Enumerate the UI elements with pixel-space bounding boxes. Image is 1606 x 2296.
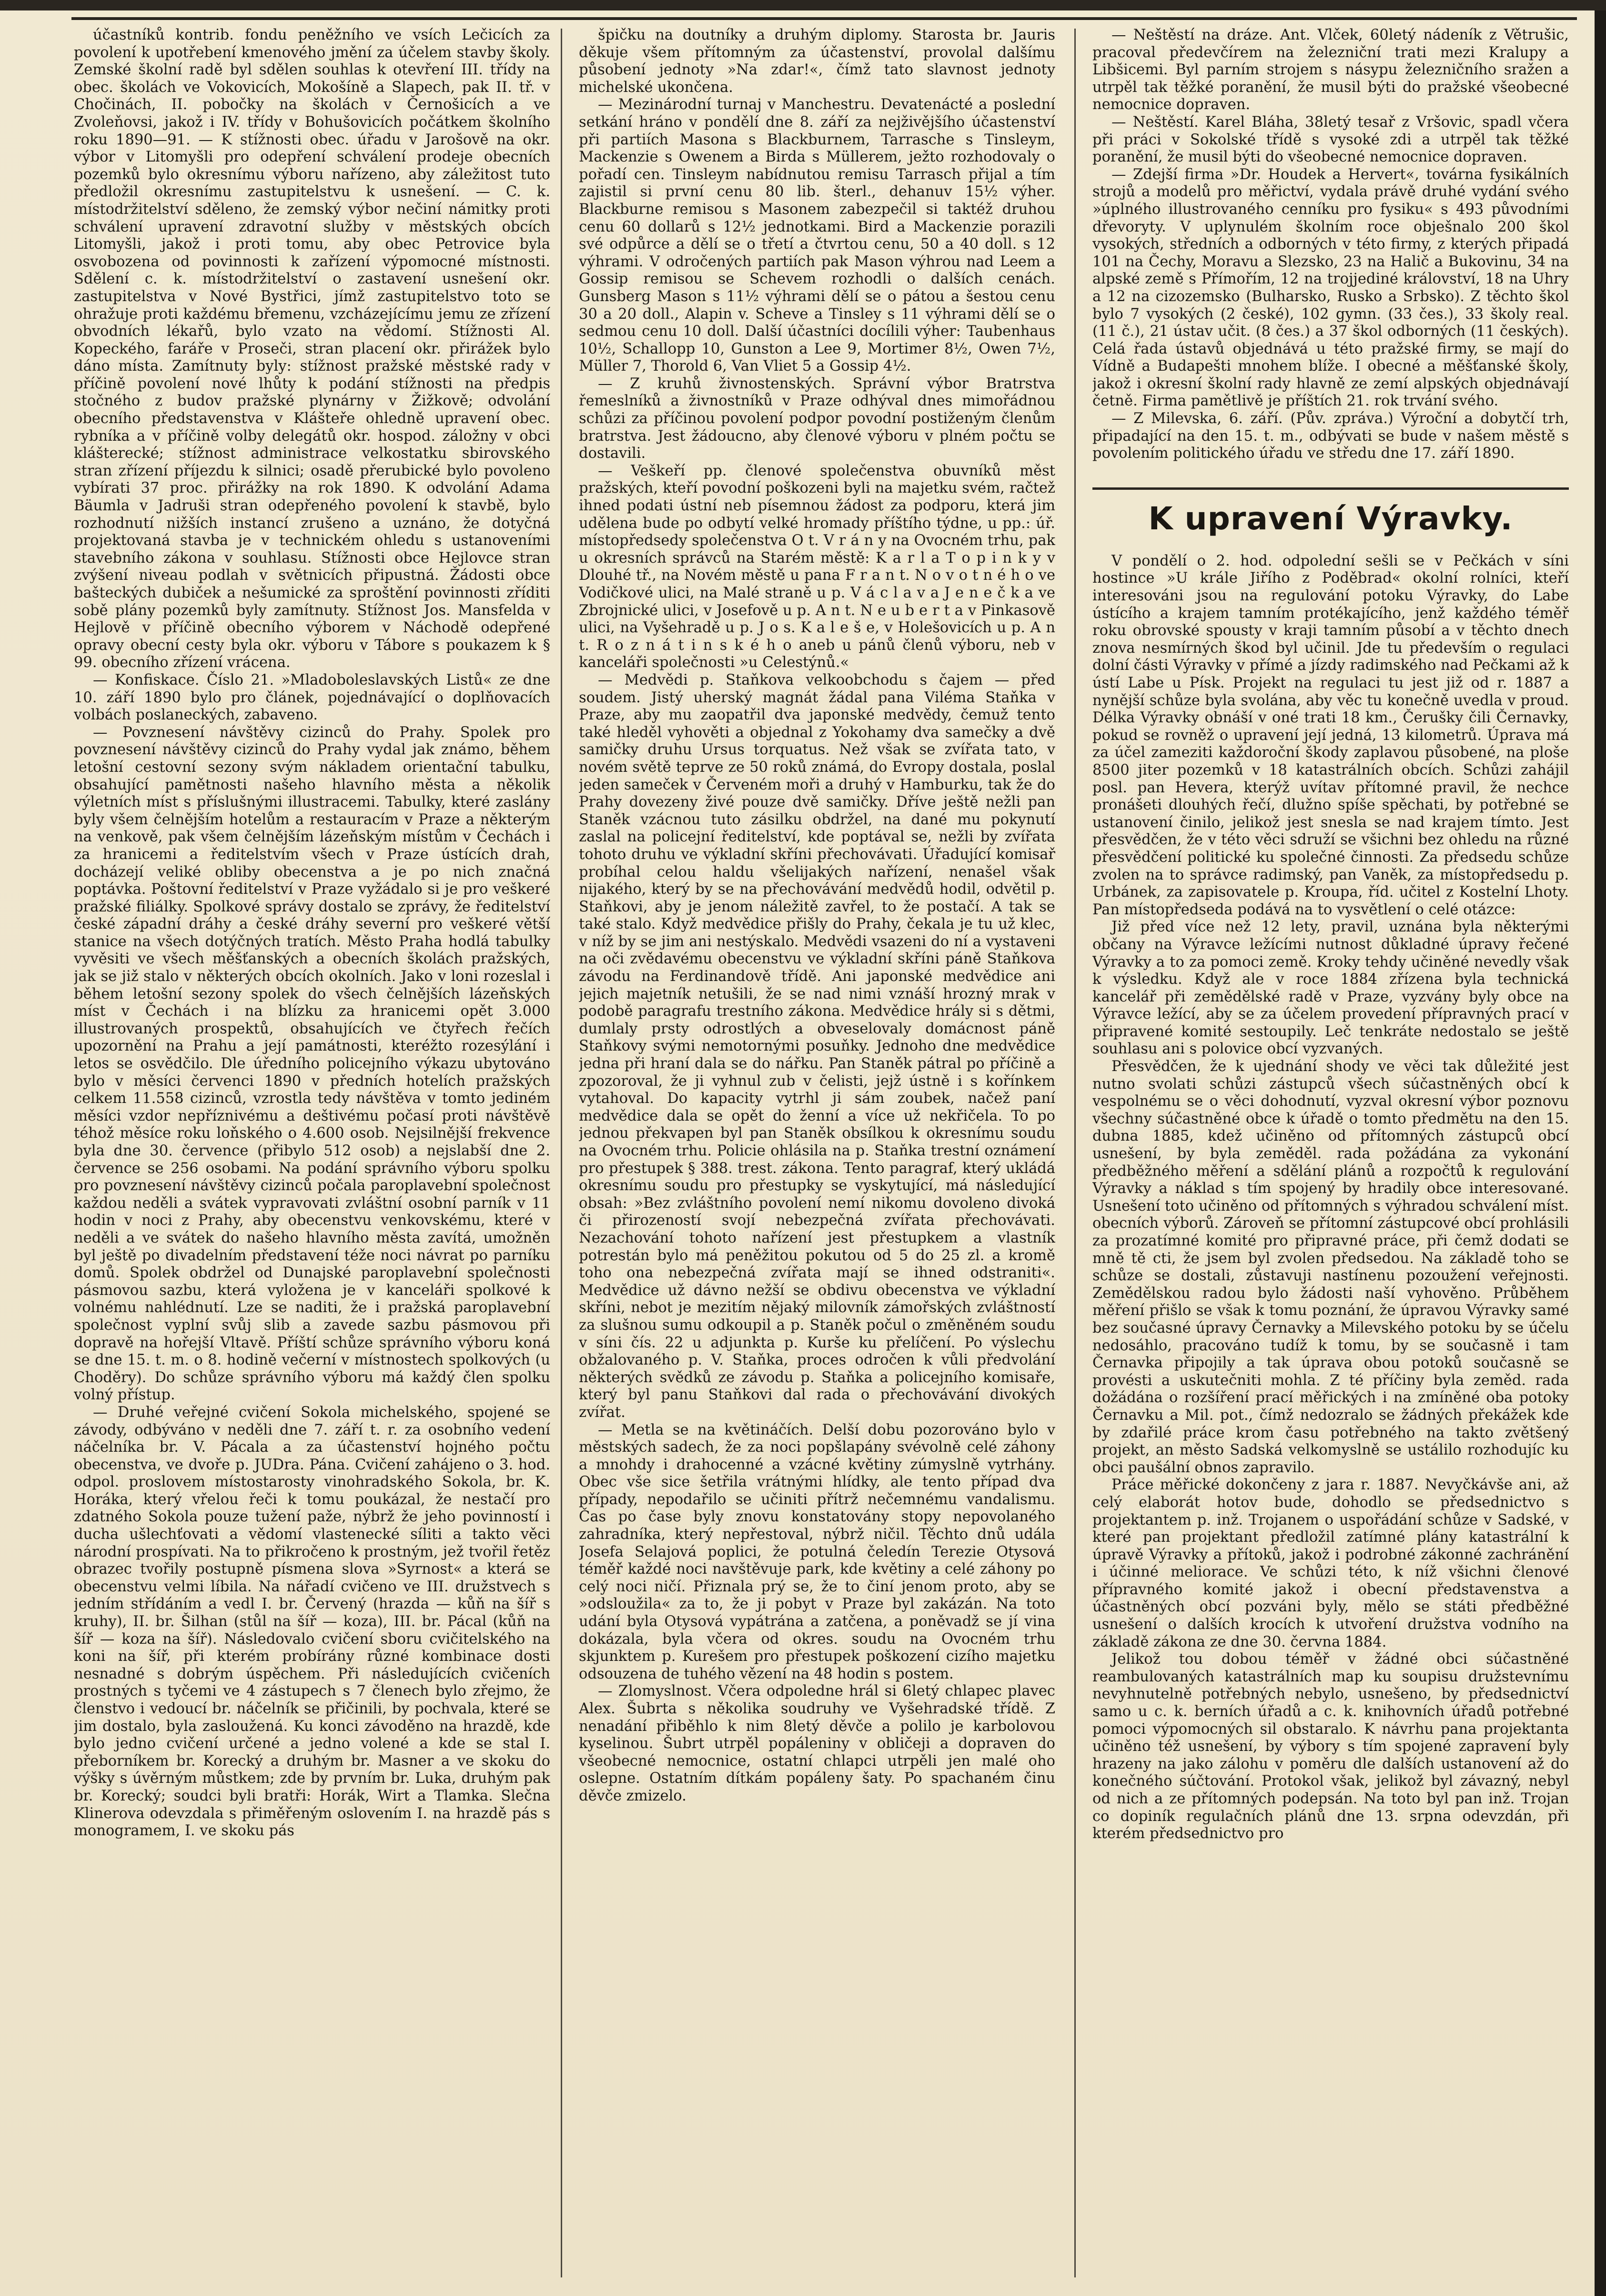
paragraph-firma: — Zdejší firma »Dr. Houdek a Hervert«, továrna fysikálních strojů a modelů pro měřictví, vydala právě druhé vydání svého »úplného illustrovaného cenníku pro fysiku« s 493 původními dřevoryty. V uplynulém školním roce obješnalo 200 škol vysokých, středních a odborných v této firmy, z kterých připadá 101 na Čechy, Moravu a Slezsko, 23 na Halič a Bukovinu, 34 na alpské země s Přímořím, 12 na trojjediné království, 18 na Uhry a 12 na cizozemsko (Bulharsko, Rusko a Srbsko). Z těchto škol bylo 7 vysokých (2 české), 102 gymn. (33 čes.), 33 školy real. (11 č.), 21 ústav učit. (8 čes.) a 37 škol odborných (11 českých). Celá řada ústavů objednává u této pražské firmy, se mají do Vídně a Budapešti mnohem blíže. I obecné a měšťanské školy, jakož i okresní školní rady hlavně ze zemí alpských objednávají četně. Firma pamětlivě je příštích 21. rok trvání svého. [1092,166,1569,410]
paragraph-nestesti: — Neštěstí. Karel Bláha, 38letý tesař z Vršovic, spadl včera při práci v Sokolské třídě s vysoké zdi a utrpěl tak těžké poranění, že musil býti do všeobecné nemocnice dopraven. [1092,113,1569,166]
paragraph-zivnostenske: — Z kruhů živnostenských. Správní výbor Bratrstva řemeslníků a živnostníků v Praze odhýval dnes mimořádnou schůzi za příčinou povolení podpor povodní postiženým členům bratrstva. Jest žádoucno, aby členové výboru v plném počtu se dostavili. [579,375,1055,462]
article-paragraph: Již před více než 12 lety, pravil, uznána byla některými občany na Výravce ležícími nutnost důkladné úpravy řečené Výravky a to za pomoci země. Kroky tehdy učiněné nevedly však k výsledku. Když ale v roce 1884 zřízena byla technická kancelář při zemědělské radě v Praze, vyzvány byly obce na Výravce ležící, aby se za účelem provedení přípravných prací v připravené komité sestoupily. Leč tenkráte nedostalo se ještě souhlasu ani s polovice obcí vyzvaných. [1092,919,1569,1058]
top-rule [71,17,1577,20]
paragraph-obuvnici: — Veškeří pp. členové společenstva obuvníků měst pražských, kteří povodní poškozeni byli na majetku svém, račtež ihned podati ústní neb písemnou žádost za podporu, která jim udělena bude po odbytí velké hromady příštího týdne, u pp.: úř. místopředsedy společenstva O t. V r á n y na Ovocném trhu, pak u okresních správců na Starém městě: K a r l a T o p i n k y v Dlouhé tř., na Novém městě u pana F r a n t. N o v o t n é h o ve Vodičkové ulici, na Malé straně u p. V á c l a v a J e n e č k a ve Zbrojnické ulici, v Josefově u p. A n t. N e u b e r t a v Pinkasově ulici, na Vyšehradě u p. J o s. K a l e š e, v Holešovicích u p. A n t. R o z n á t i n s k é h o aneb u pánů členů výboru, neb v kanceláři společnosti »u Celestýnů.« [579,462,1055,671]
article-headline: K upravení Výravky. [1092,487,1569,540]
top-dark-band [0,0,1606,10]
paragraph-konfiskace: — Konfiskace. Číslo 21. »Mladoboleslavských Listů« ze dne 10. září 1890 bylo pro článek, pojednávající o doplňovacích volbách poslaneckých, zabaveno. [74,671,550,724]
article-paragraph: V pondělí o 2. hod. odpolední sešli se v Pečkách v síni hostince »U krále Jiřího z Poděbrad« okolní rolníci, kteří interesováni jsou na regulování potoku Výravky, do Labe ústícího a krajem tamním protékajícího, jenž každého téměř roku obrovské spousty v kraji tamním působí a v těchto dnech znova nesmírných škod byl učinil. Jde tu především o regulaci dolní části Výravky v přímé a jízdy radimského nad Pečkami až k ústí Labe u Písk. Projekt na regulaci tu jest již od r. 1887 a nynější schůze byla svolána, aby věc tu konečně uvedla v proud. Délka Výravky obnáší v oné trati 18 km., Čerušky čili Černavky, pokud se rovněž o upravení její jedná, 13 kilometrů. Úprava má za účel zameziti každoroční škody zaplavou působené, na ploše 8500 jiter pozemků v 18 katastrálních obcích. Schůzi zahájil posl. pan Hevera, kterýž uvítav přítomné pravil, že nechce pronášeti dlouhých řečí, dlužno spíše spěchati, by potřebné se ustanovení činilo, jelikož jest snesla se nad krajem tímto. Jest přesvědčen, že v této věci sdruží se všichni bez ohledu na různé přesvědčení politické ku společné činnosti. Za předsedu schůze zvolen na to správce radimský, pan Vaněk, za místopředsedu p. Urbánek, za zapisovatele p. Kroupa, říd. učitel z Kostelní Lhoty. Pan místopředseda podává na to vysvětlení o celé otázce: [1092,552,1569,918]
paragraph-sokol: — Druhé veřejné cvičení Sokola michelského, spojené se závody, odbýváno v neděli dne 7. září t. r. za osobního vedení náčelníka br. V. Pácala a za účastenství hojného počtu obecenstva, ve dvoře p. JUDra. Pána. Cvičení zahájeno o 3. hod. odpol. proslovem místostarosty vinohradského Sokola, br. K. Horáka, který vřelou řeči k tomu poukázal, že nestačí pro zdatného Sokola pouze tužení paže, nýbrž že jeho povinností i ducha ušlechťovati a vědomí vlastenecké síliti a takto věci národní prospívati. Na to přikročeno k prostným, jež tvořil řetěz obrazec tvořily postupně písmena slova »Syrnost« a která se obecenstvu velmi líbila. Na nářadí cvičeno ve III. družstvech s jedním střídáním a vedl I. br. Červený (hrazda — kůň na šíř s kruhy), II. br. Šilhan (stůl na šíř — koza), III. br. Pácal (kůň na šíř — koza na šíř). Následovalo cvičení sboru cvičitelského na koni na šíř, při kterém probírány různé kombinace dosti nesnadné s dobrým úspěchem. Při následujících cvičeních prostných s tyčemi ve 4 zástupech s 7 členech bylo zřejmo, že členstvo i vedoucí br. náčelník se přičinili, by pochvala, které se jim dostalo, byla zasloužená. Ku konci závoděno na hrazdě, kde bylo jedno cvičení určené a jedno volené a kde se stal I. přeborníkem br. Korecký a druhým br. Masner a ve skoku do výšky s úvěrným můstkem; zde by prvním br. Luka, druhým pak br. Korecký; soudci byli bratři: Horák, Wirt a Tlamka. Slečna Klinerova odevzdala s přiměřeným oslovením I. na hrazdě pás s monogramem, I. ve skoku pás [74,1404,550,1840]
paragraph: špičku na doutníky a druhým diplomy. Starosta br. Jauris děkuje všem přítomným za účastenství, provolal dalšímu působení jednoty »Na zdar!«, čímž tato slavnost jednoty michelské ukončena. [579,27,1055,96]
paragraph-nestesti-draha: — Neštěstí na dráze. Ant. Vlček, 60letý nádeník z Větrušic, pracoval předevčírem na železniční trati mezi Kralupy a Libšicemi. Byl parním strojem s násypu železničního sražen a utrpěl tak těžké poranění, že musil býti do pražské všeobecné nemocnice dopraven. [1092,27,1569,113]
paragraph-povzneseni: — Povznesení návštěvy cizinců do Prahy. Spolek pro povznesení návštěvy cizinců do Prahy vydal jak známo, během letošní cestovní sezony svým nákladem orientační tabulku, obsahující pamětnosti našeho hlavního města a několik výletních míst s příslušnými illustracemi. Tabulky, které zaslány byly všem čelnějším hotelům a restauracím v Praze a některým na venkově, pak všem čelnějším lázeňským místům v Čechách i za hranicemi a ředitelstvím všech v Praze ústících drah, docházejí veliké obliby obecenstva a je po nich značná poptávka. Poštovní ředitelství v Praze vyžádalo si je pro veškeré pražské filiálky. Spolkové správy dostalo se zprávy, že ředitelství české západní dráhy a české dráhy severní pro veškeré větší stanice na všech dotýčných tratích. Město Praha hodlá tabulky vyvěsiti ve všech měšťanských a obecních školách pražských, jak se již stalo v některých obcích okolních. Jako v loni rozeslal i během letošní sezony spolek do všech čelnějších lázeňských míst v Čechách i na blízku za hranicemi opět 3.000 illustrovaných prospektů, obsahujících ve čtyřech řečích upozornění na Prahu a její památnosti, kteréžto rozesýlání i letos se osvědčilo. Dle úředního policejního výkazu ubytováno bylo v měsíci červenci 1890 v předních hotelích pražských celkem 11.558 cizinců, vzrostla tedy návštěva v tomto jediném měsíci vzdor nepříznivému a deštivému počasí proti návštěvě téhož měsíce roku loňského o 4.600 osob. Nejsilnější frekvence byla dne 30. července (přibylo 512 osob) a nejslabší dne 2. července se 256 osobami. Na podání správního výboru spolku pro povznesení návštěvy cizinců počala paroplavební společnost každou neděli a svátek vypravovati zvláštní osobní parník v 11 hodin v noci z Prahy, aby obecenstvu venkovskému, které v neděli a ve svátek do našeho hlavního města zavítá, umožněn byl ještě po divadelním představení téže noci návrat po parníku domů. Spolek obdržel od Dunajské paroplavební společnosti pásmovou sazbu, která vyložena je v kanceláři spolkové k volnému nahlédnutí. Lze se naditi, že i pražská paroplavební společnost vyplní svůj slib a zavede sazbu pásmovou při dopravě na hořejší Vltavě. Příští schůze správního výboru koná se dne 15. t. m. o 8. hodině večerní v místnostech spolkových (u Choděry). Do schůze správního výboru má každý člen spolku volný přístup. [74,724,550,1404]
paragraph-milevsko: — Z Milevska, 6. září. (Pův. zpráva.) Výroční a dobytčí trh, připadající na den 15. t. m., odbývati se bude v našem městě s povolením politického úřadu ve středu dne 17. září 1890. [1092,410,1569,462]
right-dark-edge [1595,10,1606,2296]
article-paragraph: Přesvědčen, že k ujednání shody ve věci tak důležité jest nutno svolati schůzi zástupců všech súčastněných obcí k vespolnému se o věci dohodnutí, vyzval okresní výbor poznovu všechny súčastněné obce k úřadě o tomto předmětu na den 15. dubna 1885, kdež učiněno od přítomných zástupců obcí usnešení, by byla zeměděl. rada požádána za vykonání předběžného měření a sdělání plánů a rozpočtů k regulování Výravky a náklad s tím spojený by hradily obce interesované. Usnešení toto učiněno od přítomných s výhradou schválení míst. obecních výborů. Zároveň se přítomní zástupcové obcí prohlásili za prozatímné komité pro připravné práce, při čemž dodati se mně tě cti, že jsem byl zvolen předsedou. Na základě toho se schůze se dostali, zůstavuji nastínenu pozoužení veřejnosti. Zemědělskou radou bylo žádosti naší vyhověno. Průběhem měření přišlo se však k tomu poznání, že úpravou Výravky samé bez současné úpravy Černavky a Milevského potoku by se účelu nedosáhlo, pracováno tudíž k tomu, by se současně i tam Černavka připojily a tak úprava obou potoků současně se provésti a uskutečniti mohla. Z té příčiny byla zeměd. rada dožádána o rozšíření prací měřických i na zmíněné oba potoky Černavku a Mil. pot., čímž nedozralo se žádných překážek kde by zdařilé práce krom času potřebného na takto zvětšený projekt, an město Sadská velkomyslně se ustálilo rozhodujíc ku obci paušální obnos zapravilo. [1092,1058,1569,1476]
article-paragraph: Jelikož tou dobou téměř v žádné obci súčastněné reambulovaných katastrálních map ku soupisu družstevnímu nevyhnutelně potřebných nebylo, usnešeno, by předsednictví samo u c. k. berních úřadů a c. k. knihovních úřadů potřebné pomoci výpomocných sil obstaralo. K návrhu pana projektanta učiněno též usnešení, by výbory s tím spojené zapravení byly hrazeny na jako zálohu v poměru dle dalších ustanovení až do konečného súčtování. Protokol však, jelikož byl závazný, nebyl od nich a ze přítomných podepsán. Na toto byl pan inž. Trojan co dopiník regulačních plánů dne 13. srpna odevzdán, při kterém předsednictvo pro [1092,1651,1569,1842]
column-2 [579,27,1055,2285]
column-3 [1092,27,1569,2285]
column-divider [1074,29,1076,2277]
column-divider [561,29,562,2277]
paragraph: účastníků kontrib. fondu peněžního ve vsích Lečicích za povolení k upotřebení kmenového jmění za účelem stavby školy. Zemské školní radě byl sdělen souhlas k otevření III. třídy na obec. školách ve Vokovicích, Mokošíně a Slapech, pak II. tř. v Chočinách, II. pobočky na školách v Černošicích a ve Zvoleňovsi, jakož i IV. třídy v Bohušovicích počátkem školního roku 1890—91. — K stížnosti obec. úřadu v Jarošově na okr. výbor v Litomyšli pro odepření schválení prodeje obecních pozemků bylo okresnímu výboru nařízeno, aby záležitost tuto předložil okresnímu zastupitelstvu k usnešení. — C. k. místodržitelství sděleno, že zemský výbor nečiní námitky proti schválení upravení zdravotní služby v městských obcích Litomyšli, jakož i proti tomu, aby obec Petrovice byla osvobozena od povinnosti k zařízení výpomocné místnosti. Sdělení c. k. místodržitelství o zastavení usnešení okr. zastupitelstva v Nové Bystřici, jímž zastupitelstvo toto se ohražuje proti každému břemenu, vzcházejícímu jemu ze zřízení obvodních lékařů, bylo vzato na vědomí. Stížnosti Al. Kopeckého, faráře v Proseči, stran placení okr. přirážek bylo dáno místa. Zamítnuty byly: stížnost pražské městské rady v příčině povolení nové lhůty k podání stížnosti na předpis stočného z budov pražské plynárny v Žižkově; odvolání obecního představenstva v Klášteře ohledně upravení obec. rybníka a v příčině volby delegátů okr. hospod. záložny v obci klášterecké; stížnost administrace velkostatku sbirovského stran zřízení příjezdu k silnici; osadě přerubické bylo povoleno vybírati 37 proc. přirážky na rok 1890. K odvolání Adama Bäumla v Jadruši stran odepřeného povolení k stavbě, bylo rozhodnutí nižších instancí zrušeno a uznáno, že dotyčná projektovaná stavba je v technickém ohledu s ustanoveními stavebního zákona v souhlasu. Stížnosti obce Hejlovce stran zvýšení niveau podlah v světnicích připustná. Žádosti obce bašteckých dubiček a nešumické za sproštění povinnosti zříditi sobě plány pozemků byly zamítnuty. Stížnost Jos. Mansfelda v Hejlově v příčině obecního výborem v Náchodě odepřené opravy obecní cesty byla okr. výboru v Tábore s poukazem k § 99. obecního zřízení vrácena. [74,27,550,671]
paragraph-zlomyslnost: — Zlomyslnost. Včera odpoledne hrál si 6letý chlapec plavec Alex. Šubrta s několika soudruhy ve Vyšehradské třídě. Z nenadání přiběhlo k nim 8letý děvče a polilo je karbolovou kyselinou. Šubrt utrpěl popáleniny v obličeji a dopraven do všeobecné nemocnice, ostatní chlapci utrpěli jen malé oho oslepne. Ostatním dítkám popáleny šaty. Po spachaném činu děvče zmizelo. [579,1683,1055,1804]
article-paragraph: Práce měřické dokončeny z jara r. 1887. Nevyčkávše ani, až celý elaborát hotov bude, dohodlo se předsednictvo s projektantem p. inž. Trojanem o uspořádání schůze v Sadské, v které pan projektant předložil zatímné plány katastrální k úpravě Výravky a přítoků, jakož i podrobné zákonné zachránění i účinné meliorace. Ve schůzi této, k níž všichni členové přípravného komité jakož i obecní představenstva a účastněných obcí pozváni byly, mělo se státi předběžné usnešení o dalších krocích k utvoření družstva vodního na základě zákona ze dne 30. června 1884. [1092,1477,1569,1650]
paragraph-turnaj: — Mezinárodní turnaj v Manchestru. Devatenácté a poslední setkání hráno v pondělí dne 8. září za nejživějšího účastenství při partiích Masona s Blackburnem, Tarrasche s Tinsleym, Mackenzie s Owenem a Birda s Müllerem, ježto rozhodovaly o pořadí cen. Tinsleym nabídnutou remisu Tarrasch přijal a tím zajistil si první cenu 80 lib. šterl., dehanuv 15½ výher. Blackburne remisou s Masonem zabezpečil si taktéž druhou cenu 60 dollarů s 12½ jednotkami. Bird a Mackenzie porazili své odpůrce a dělí se o třetí a čtvrtou cenu, 50 a 40 doll. s 12 výhrami. V odročených partiích pak Mason výhrou nad Leem a Gossip remisou se Schevem rozhodli o dalších cenách. Gunsberg Mason s 11½ výhrami dělí se o pátou a šestou cenu 30 a 20 doll., Alapin v. Scheve a Tinsley s 11 výhrami dělí se o sedmou cenu 10 doll. Další účastníci docílili výher: Taubenhaus 10½, Schallopp 10, Gunston a Lee 9, Mortimer 8½, Owen 7½, Müller 7, Thorold 6, Van Vliet 5 a Gossip 4½. [579,96,1055,375]
paragraph-metla: — Metla se na květináčích. Delší dobu pozorováno bylo v městských sadech, že za noci popšlapány svévolně celé záhony a mnohdy i drahocenné a vzácné květiny zúmyslně vytrhány. Obec vše sice šetřila vrátnými hlídky, ale tento případ dva případy, nepodařilo se učiniti přítrž nečemnému vandalismu. Čas po čase byly znovu konstatovány stopy nepovolaného zahradníka, který nepřestoval, nýbrž ničil. Těchto dnů udála Josefa Selajová poplici, že potulná čeledín Terezie Otysová téměř každé noci navštěvuje park, kde květiny a celé záhony po celý noci ničí. Přiznala prý se, že to činí jenom proto, aby se »odsloužila« za to, že ji pobyt v Praze byl zakázán. Na toto udání byla Otysová vypátrána a zatčena, a poněvadž se jí vina dokázala, byla včera od okres. soudu na Ovocném trhu skjunktem p. Kurešem pro přestupek poškození cizího majetku odsouzena de tuhého vězení na 48 hodin s postem. [579,1421,1055,1682]
paragraph-medvedi: — Medvědi p. Staňkova velkoobchodu s čajem — před soudem. Jistý uherský magnát žádal pana Viléma Staňka v Praze, aby mu zaopatřil dva japonské medvědy, čemuž tento také hleděl vyhověti a objednal z Yokohamy dva samečky a dvě samičky druhu Ursus torquatus. Než však se zvířata tato, v novém světě teprve ze 50 roků známá, do Evropy dostala, poslal jeden sameček v Červeném moři a druhý v Hamburku, tak že do Prahy dovezeny živé pouze dvě samičky. Dříve ještě nežli pan Staněk vzácnou tuto zásilku obdržel, na dané mu pokynutí zaslal na policejní ředitelství, kde poptával se, nežli by zvířata tohoto druhu ve výkladní skříni přechovávati. Úřadující komisař probíhal celou haldu všelijakých nařízení, nenašel však nijakého, který by se na přechovávání medvědů hodil, odvětil p. Staňkovi, aby je jenom náležitě zavřel, to že postačí. A tak se také stalo. Když medvědice přišly do Prahy, čekala je tu už klec, v níž by se jim ani nestýskalo. Medvědi vsazeni do ní a vystaveni na oči zvědavému obecenstvu ve výkladní skříni páně Staňkova závodu na Ferdinandově třídě. Ani japonské medvědice ani jejich majetník netušili, že se nad nimi vznáší hrozný mrak v podobě paragrafu trestního zákona. Medvědice hrály si s dětmi, dumlaly prsty odrostlých a obveselovaly domácnost páně Staňkovy svými nemotornými posuňky. Jednoho dne medvědice jedna při hraní dala se do nářku. Pan Staněk pátral po příčině a zpozoroval, že ji vyhnul zub v čelisti, jejž ústně i s kořínkem vytahoval. Do kapacity vytrhl ji sám zoubek, načež paní medvědice dala se opět do ženní a více už nekřičela. To po jednou překvapen byl pan Staněk obsílkou k okresnímu soudu na Ovocném trhu. Policie ohlásila na p. Staňka trestní oznámení pro přestupek § 388. trest. zákona. Tento paragraf, který ukládá okresnímu soudu pro přestupky se vyskytující, má následující obsah: »Bez zvláštního povolení nemí nikomu dovoleno divoká či přirozeností svojí nebezpečná zvířata přechovávati. Nezachování tohoto nařízení jest přestupkem a vlastník potrestán bylo má peněžitou pokutou od 5 do 25 zl. a kromě toho ona nebezpečná zvířata mají se ihned odstraniti«. Medvědice už dávno nežší se obdivu obecenstva ve výkladní skříni, nebot je mezitím nějaký milovník zámořských zvláštností za slušnou sumu odkoupil a p. Staněk počul o změněném soudu v síni čís. 22 u adjunkta p. Kurše ku přelíčení. Po výslechu obžalovaného p. V. Staňka, proces odročen k vůli předvolání některých svědků ze závodu p. Staňka a policejního komisaře, který byl panu Staňkovi dal rada o přechovávání divokých zvířat. [579,671,1055,1421]
column-1 [74,27,550,2285]
